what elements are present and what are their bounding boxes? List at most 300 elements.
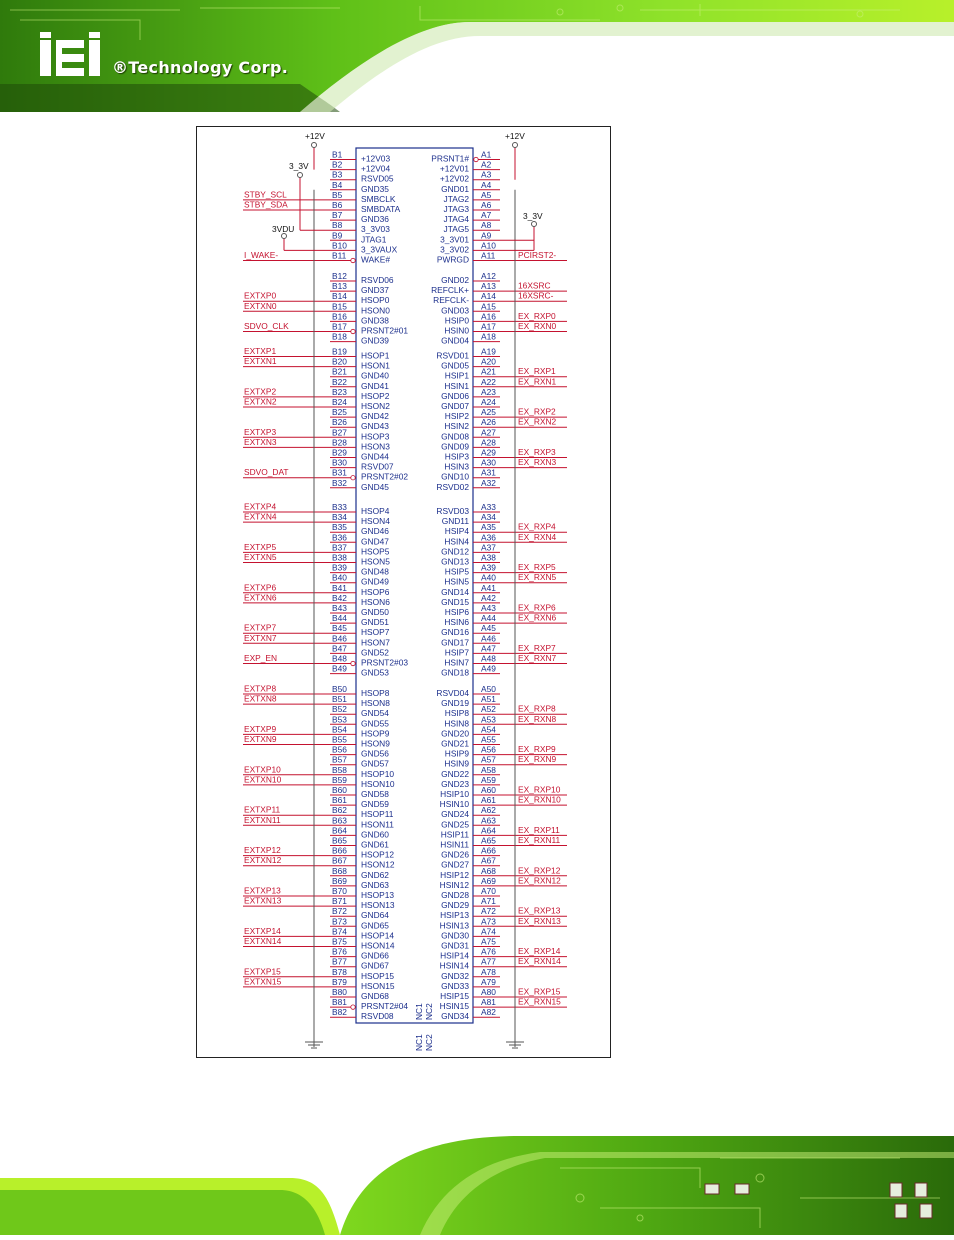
net-label-b48: EXP_EN xyxy=(244,653,278,663)
pin-name-a6: JTAG3 xyxy=(443,204,469,214)
pin-number-a63: A63 xyxy=(481,815,496,826)
pin-number-a3: A3 xyxy=(481,169,492,180)
pin-number-b50: B50 xyxy=(332,684,347,694)
pin-number-a82: A82 xyxy=(481,1007,496,1018)
pin-number-a36: A36 xyxy=(481,532,496,543)
open-pin-marker xyxy=(351,329,355,333)
net-label-a81: EX_RXN15 xyxy=(518,996,561,1007)
pin-name-a31: GND10 xyxy=(441,471,469,482)
pin-name-a13: REFCLK+ xyxy=(431,285,469,296)
pin-name-b54: HSOP9 xyxy=(361,728,390,739)
pin-number-a10: A10 xyxy=(481,240,496,251)
pin-number-b77: B77 xyxy=(332,956,347,967)
pin-name-b8: 3_3V03 xyxy=(361,224,390,235)
pin-name-b81: PRSNT2#04 xyxy=(361,1001,409,1012)
pin-name-a23: GND06 xyxy=(441,390,469,401)
net-label-a52: EX_RXP8 xyxy=(518,703,556,714)
pin-name-b73: GND65 xyxy=(361,920,389,931)
net-label-b14: EXTXP0 xyxy=(244,290,277,301)
pin-name-a69: HSIN12 xyxy=(439,879,469,890)
net-label-a68: EX_RXP12 xyxy=(518,865,561,876)
pin-name-a15: GND03 xyxy=(441,305,469,316)
pin-name-a20: GND05 xyxy=(441,360,469,371)
pin-name-a62: GND24 xyxy=(441,809,469,820)
pin-number-a54: A54 xyxy=(481,724,496,735)
pin-number-a25: A25 xyxy=(481,407,496,418)
pin-number-a7: A7 xyxy=(481,210,492,221)
pin-name-a34: GND11 xyxy=(441,516,469,527)
pin-number-b56: B56 xyxy=(332,744,347,755)
pin-name-b57: GND57 xyxy=(361,758,389,769)
pin-number-a45: A45 xyxy=(481,623,496,634)
pin-number-a47: A47 xyxy=(481,643,496,654)
pin-name-b72: GND64 xyxy=(361,910,389,921)
pin-name-a78: GND32 xyxy=(441,970,469,981)
net-label-b38: EXTXN5 xyxy=(244,552,277,562)
pin-number-b59: B59 xyxy=(332,774,347,785)
pin-number-a78: A78 xyxy=(481,966,496,977)
right-3v3-label: 3_3V xyxy=(523,211,543,221)
pin-name-b1: +12V03 xyxy=(361,153,391,164)
pin-number-b19: B19 xyxy=(332,346,347,357)
pin-number-b17: B17 xyxy=(332,321,347,332)
net-label-a21: EX_RXP1 xyxy=(518,366,556,377)
pin-name-a80: HSIP15 xyxy=(440,991,469,1001)
pin-number-a15: A15 xyxy=(481,301,496,312)
pin-name-b51: HSON8 xyxy=(361,698,390,709)
pin-name-b70: HSOP13 xyxy=(361,890,395,900)
pin-name-b28: HSON3 xyxy=(361,441,390,452)
pin-number-a79: A79 xyxy=(481,976,496,987)
pin-number-a41: A41 xyxy=(481,582,496,593)
pin-number-b2: B2 xyxy=(332,159,343,170)
pin-name-a50: RSVD04 xyxy=(436,688,469,698)
pin-name-a67: GND27 xyxy=(441,859,469,870)
pin-number-b18: B18 xyxy=(332,331,347,342)
pin-name-a66: GND26 xyxy=(441,849,469,860)
pin-number-a72: A72 xyxy=(481,906,496,917)
pin-name-b64: GND60 xyxy=(361,829,389,840)
right-12v-label: +12V xyxy=(505,131,525,141)
pin-name-a29: HSIP3 xyxy=(444,451,469,462)
pin-name-b23: HSOP2 xyxy=(361,390,390,401)
pin-name-a30: HSIN3 xyxy=(444,461,469,472)
pin-name-b30: RSVD07 xyxy=(361,461,394,472)
pin-number-a19: A19 xyxy=(481,346,496,357)
net-label-b67: EXTXN12 xyxy=(244,855,282,866)
pin-name-a51: GND19 xyxy=(441,698,469,709)
pin-number-a23: A23 xyxy=(481,386,496,397)
net-label-a65: EX_RXN11 xyxy=(518,835,561,845)
pin-name-a63: GND25 xyxy=(441,819,469,830)
pin-number-a61: A61 xyxy=(481,795,496,806)
net-label-a26: EX_RXN2 xyxy=(518,416,557,427)
pin-name-b60: GND58 xyxy=(361,789,389,799)
pin-number-a80: A80 xyxy=(481,987,496,997)
pin-number-b41: B41 xyxy=(332,582,347,593)
pin-number-b79: B79 xyxy=(332,976,347,987)
pin-number-b42: B42 xyxy=(332,592,347,603)
pin-name-a52: HSIP8 xyxy=(444,708,469,719)
pin-number-a14: A14 xyxy=(481,291,496,302)
pin-number-b9: B9 xyxy=(332,230,343,241)
pin-name-a64: HSIP11 xyxy=(440,829,469,840)
pin-number-a20: A20 xyxy=(481,356,496,367)
pin-number-b68: B68 xyxy=(332,865,347,876)
pin-name-b38: HSON5 xyxy=(361,556,390,567)
pin-number-a34: A34 xyxy=(481,512,496,523)
pin-number-b28: B28 xyxy=(332,437,347,448)
pin-number-a75: A75 xyxy=(481,936,496,947)
pin-name-a49: GND18 xyxy=(441,667,469,678)
pin-name-b58: HSOP10 xyxy=(361,768,395,779)
pin-number-a37: A37 xyxy=(481,542,496,553)
pin-number-b1: B1 xyxy=(332,149,343,160)
circuit-board-footer xyxy=(0,1128,954,1235)
pin-name-b4: GND35 xyxy=(361,183,389,194)
pin-name-b34: HSON4 xyxy=(361,516,390,527)
open-pin-marker xyxy=(474,157,478,161)
pin-name-b18: GND39 xyxy=(361,335,389,346)
net-label-b66: EXTXP12 xyxy=(244,845,281,856)
net-label-a77: EX_RXN14 xyxy=(518,956,561,967)
net-label-b31: SDVO_DAT xyxy=(244,467,289,478)
pin-number-a1: A1 xyxy=(481,149,492,160)
net-label-a69: EX_RXN12 xyxy=(518,875,561,886)
pin-name-b42: HSON6 xyxy=(361,596,390,607)
pin-name-a1: PRSNT1# xyxy=(431,153,469,164)
pin-number-b32: B32 xyxy=(332,477,347,488)
net-label-a60: EX_RXP10 xyxy=(518,784,561,795)
pin-name-a35: HSIP4 xyxy=(444,526,469,537)
pin-number-a11: A11 xyxy=(481,250,496,261)
net-label-b34: EXTXN4 xyxy=(244,511,277,522)
pin-name-a32: RSVD02 xyxy=(436,481,469,492)
pin-number-a81: A81 xyxy=(481,997,496,1008)
pin-name-b80: GND68 xyxy=(361,991,389,1001)
pin-number-a50: A50 xyxy=(481,684,496,694)
net-label-b33: EXTXP4 xyxy=(244,501,277,512)
pin-number-a39: A39 xyxy=(481,562,496,573)
nc2-label: NC2 xyxy=(424,1034,434,1051)
net-label-b24: EXTXN2 xyxy=(244,396,277,407)
pin-number-b73: B73 xyxy=(332,916,347,927)
pin-number-b51: B51 xyxy=(332,694,347,705)
pin-number-a77: A77 xyxy=(481,956,496,967)
net-label-b58: EXTXP10 xyxy=(244,764,281,775)
pin-name-a39: HSIP5 xyxy=(444,566,469,577)
pin-number-a55: A55 xyxy=(481,734,496,745)
circuit-board-banner xyxy=(0,0,954,112)
pin-number-b57: B57 xyxy=(332,754,347,765)
net-label-a35: EX_RXP4 xyxy=(518,521,556,532)
pin-name-b69: GND63 xyxy=(361,879,389,890)
pin-name-a73: HSIN13 xyxy=(439,920,469,931)
pin-number-b71: B71 xyxy=(332,896,347,907)
net-label-b17: SDVO_CLK xyxy=(244,321,289,331)
net-label-a13: 16XSRC xyxy=(518,280,551,291)
nc1-inner-label: NC1 xyxy=(414,1003,424,1020)
net-label-a53: EX_RXN8 xyxy=(518,713,557,724)
pin-number-b29: B29 xyxy=(332,447,347,458)
pin-name-a25: HSIP2 xyxy=(444,411,469,422)
pin-name-a56: HSIP9 xyxy=(444,748,469,759)
pin-name-a4: GND01 xyxy=(441,183,469,194)
pin-number-b16: B16 xyxy=(332,311,347,322)
pin-name-a10: 3_3V02 xyxy=(440,244,469,255)
pin-number-a48: A48 xyxy=(481,653,496,664)
pin-name-b5: SMBCLK xyxy=(361,193,396,204)
pin-name-b44: GND51 xyxy=(361,617,389,628)
pin-number-b4: B4 xyxy=(332,179,343,190)
net-label-b42: EXTXN6 xyxy=(244,592,277,603)
pin-name-a7: JTAG4 xyxy=(443,214,469,225)
net-label-b5: STBY_SCL xyxy=(244,189,287,200)
pin-name-b45: HSOP7 xyxy=(361,627,390,638)
pin-number-a68: A68 xyxy=(481,865,496,876)
pin-name-a18: GND04 xyxy=(441,335,469,346)
net-label-a40: EX_RXN5 xyxy=(518,572,557,583)
pin-number-a64: A64 xyxy=(481,825,496,836)
pin-name-b35: GND46 xyxy=(361,526,389,537)
pin-number-a76: A76 xyxy=(481,946,496,957)
pin-number-b14: B14 xyxy=(332,291,347,302)
net-label-b19: EXTXP1 xyxy=(244,346,277,356)
pin-number-b39: B39 xyxy=(332,562,347,573)
pin-number-b22: B22 xyxy=(332,376,347,387)
pin-name-b66: HSOP12 xyxy=(361,849,395,860)
net-label-b11: I_WAKE- xyxy=(244,250,279,260)
pin-number-a74: A74 xyxy=(481,926,496,937)
net-label-b37: EXTXP5 xyxy=(244,541,277,552)
net-label-b54: EXTXP9 xyxy=(244,723,277,734)
pin-name-a43: HSIP6 xyxy=(444,607,469,617)
pin-number-b53: B53 xyxy=(332,714,347,725)
pin-number-b64: B64 xyxy=(332,825,347,836)
pin-name-a53: HSIN8 xyxy=(444,718,469,729)
pin-name-a79: GND33 xyxy=(441,980,469,991)
pin-number-b12: B12 xyxy=(332,271,347,281)
pin-name-a74: GND30 xyxy=(441,930,469,941)
net-label-b75: EXTXN14 xyxy=(244,936,282,946)
pin-name-b31: PRSNT2#02 xyxy=(361,471,409,482)
pin-name-a82: GND34 xyxy=(441,1011,469,1022)
pin-number-b63: B63 xyxy=(332,815,347,826)
pin-number-b7: B7 xyxy=(332,210,343,221)
pin-name-b9: JTAG1 xyxy=(361,234,387,245)
pin-number-a53: A53 xyxy=(481,714,496,725)
net-label-b63: EXTXN11 xyxy=(244,814,281,825)
pin-number-b46: B46 xyxy=(332,633,347,644)
pin-name-a47: HSIP7 xyxy=(444,647,469,658)
pin-number-a66: A66 xyxy=(481,845,496,856)
pin-number-b20: B20 xyxy=(332,356,347,367)
right-3v3-terminal xyxy=(532,222,537,227)
pin-name-a76: HSIP14 xyxy=(440,950,469,961)
pin-name-b48: PRSNT2#03 xyxy=(361,657,409,668)
pin-name-a42: GND15 xyxy=(441,596,469,607)
pin-name-b11: WAKE# xyxy=(361,254,391,265)
pin-name-a5: JTAG2 xyxy=(443,193,469,204)
pin-number-b52: B52 xyxy=(332,704,347,715)
pin-name-b13: GND37 xyxy=(361,285,389,296)
pin-name-a3: +12V02 xyxy=(439,173,469,184)
pin-name-a21: HSIP1 xyxy=(444,370,469,381)
pin-number-b74: B74 xyxy=(332,926,347,937)
pin-number-a60: A60 xyxy=(481,785,496,795)
pin-number-a52: A52 xyxy=(481,704,496,715)
pin-number-b60: B60 xyxy=(332,785,347,795)
pin-number-a59: A59 xyxy=(481,774,496,785)
pin-number-a29: A29 xyxy=(481,447,496,458)
pin-name-b10: 3_3VAUX xyxy=(361,244,398,255)
pin-number-b6: B6 xyxy=(332,200,343,210)
figure-frame xyxy=(196,126,611,1058)
pin-name-b65: GND61 xyxy=(361,839,389,850)
net-label-b41: EXTXP6 xyxy=(244,582,277,593)
pin-name-a54: GND20 xyxy=(441,728,469,739)
net-label-b70: EXTXP13 xyxy=(244,885,281,896)
net-label-a39: EX_RXP5 xyxy=(518,562,556,573)
pin-name-b52: GND54 xyxy=(361,708,389,719)
net-label-b50: EXTXP8 xyxy=(244,683,277,694)
pin-number-a22: A22 xyxy=(481,376,496,387)
right-12v-terminal xyxy=(513,143,518,148)
pin-number-a73: A73 xyxy=(481,916,496,927)
pin-name-b59: HSON10 xyxy=(361,778,395,789)
pin-number-a58: A58 xyxy=(481,764,496,775)
pin-name-b50: HSOP8 xyxy=(361,688,390,698)
nc1-label: NC1 xyxy=(414,1034,424,1051)
pin-number-b25: B25 xyxy=(332,407,347,418)
left-12v-terminal xyxy=(312,143,317,148)
pin-number-a16: A16 xyxy=(481,311,496,322)
nc2-inner-label: NC2 xyxy=(424,1003,434,1020)
pin-name-b26: GND43 xyxy=(361,421,389,432)
pin-number-a6: A6 xyxy=(481,200,492,210)
pin-name-a17: HSIN0 xyxy=(444,325,469,336)
pin-name-b32: GND45 xyxy=(361,481,389,492)
pin-name-b55: HSON9 xyxy=(361,738,390,749)
pin-number-b48: B48 xyxy=(332,653,347,664)
pin-name-a24: GND07 xyxy=(441,401,469,411)
pin-number-a4: A4 xyxy=(481,179,492,190)
open-pin-marker xyxy=(351,661,355,665)
net-label-a16: EX_RXP0 xyxy=(518,310,556,321)
pin-number-b80: B80 xyxy=(332,987,347,997)
pin-number-b35: B35 xyxy=(332,522,347,533)
pin-name-b33: HSOP4 xyxy=(361,506,390,516)
pin-name-a59: GND23 xyxy=(441,778,469,789)
pin-number-a31: A31 xyxy=(481,467,496,478)
net-label-b74: EXTXP14 xyxy=(244,925,281,936)
pin-number-a62: A62 xyxy=(481,805,496,816)
pin-name-a75: GND31 xyxy=(441,940,469,951)
net-label-a17: EX_RXN0 xyxy=(518,321,557,331)
net-label-a11: PCIRST2- xyxy=(518,250,557,260)
pin-number-a57: A57 xyxy=(481,754,496,765)
pin-number-b54: B54 xyxy=(332,724,347,735)
pin-name-b22: GND41 xyxy=(361,380,389,391)
pin-number-a27: A27 xyxy=(481,427,496,438)
pin-number-b24: B24 xyxy=(332,397,347,407)
pin-name-b15: HSON0 xyxy=(361,305,390,316)
pin-number-a17: A17 xyxy=(481,321,496,332)
pin-name-b37: HSOP5 xyxy=(361,546,390,557)
pin-name-a81: HSIN15 xyxy=(439,1001,469,1012)
pin-number-a67: A67 xyxy=(481,855,496,866)
pin-number-b31: B31 xyxy=(332,467,347,478)
pin-name-b6: SMBDATA xyxy=(361,204,401,214)
pin-number-b13: B13 xyxy=(332,281,347,292)
pin-name-b17: PRSNT2#01 xyxy=(361,325,409,336)
net-label-a73: EX_RXN13 xyxy=(518,915,561,926)
pin-name-b19: HSOP1 xyxy=(361,350,390,361)
pin-number-a18: A18 xyxy=(481,331,496,342)
pin-name-b25: GND42 xyxy=(361,411,389,422)
pin-name-a12: GND02 xyxy=(441,275,469,285)
pin-name-b68: GND62 xyxy=(361,869,389,880)
pin-name-b24: HSON2 xyxy=(361,401,390,411)
pin-number-a40: A40 xyxy=(481,572,496,583)
pin-name-a65: HSIN11 xyxy=(440,839,469,850)
pin-name-a45: GND16 xyxy=(441,627,469,638)
pin-number-b3: B3 xyxy=(332,169,343,180)
pin-name-b36: GND47 xyxy=(361,536,389,547)
page-header xyxy=(0,0,954,112)
net-label-b71: EXTXN13 xyxy=(244,895,282,906)
pin-name-a9: 3_3V01 xyxy=(440,234,469,245)
pin-name-b78: HSOP15 xyxy=(361,970,395,981)
net-label-b46: EXTXN7 xyxy=(244,632,277,643)
net-label-b28: EXTXN3 xyxy=(244,436,277,447)
pin-name-a41: GND14 xyxy=(441,586,469,597)
pin-name-a55: GND21 xyxy=(441,738,469,749)
pin-number-b45: B45 xyxy=(332,623,347,634)
pin-number-b67: B67 xyxy=(332,855,347,866)
pin-name-b67: HSON12 xyxy=(361,859,395,870)
pin-name-b7: GND36 xyxy=(361,214,389,225)
pin-name-a36: HSIN4 xyxy=(444,536,469,547)
pin-number-b38: B38 xyxy=(332,552,347,563)
net-label-a48: EX_RXN7 xyxy=(518,653,557,663)
pin-name-b56: GND56 xyxy=(361,748,389,759)
net-label-a29: EX_RXP3 xyxy=(518,447,556,457)
pin-number-b66: B66 xyxy=(332,845,347,856)
net-label-b27: EXTXP3 xyxy=(244,426,277,437)
net-label-b6: STBY_SDA xyxy=(244,199,288,210)
pin-number-b34: B34 xyxy=(332,512,347,523)
pin-name-a46: GND17 xyxy=(441,637,469,648)
net-label-b78: EXTXP15 xyxy=(244,966,281,977)
pin-name-b49: GND53 xyxy=(361,667,389,678)
pin-number-a51: A51 xyxy=(481,694,496,705)
pin-name-b41: HSOP6 xyxy=(361,586,390,597)
pin-name-b2: +12V04 xyxy=(361,163,391,174)
page-footer xyxy=(0,1128,954,1235)
pin-name-a72: HSIP13 xyxy=(440,910,469,921)
pin-number-a46: A46 xyxy=(481,633,496,644)
pin-number-b78: B78 xyxy=(332,966,347,977)
pin-name-a16: HSIP0 xyxy=(444,315,469,326)
pin-name-a27: GND08 xyxy=(441,431,469,442)
pin-name-b12: RSVD06 xyxy=(361,275,394,285)
pin-name-a11: PWRGD xyxy=(436,254,469,265)
net-label-a36: EX_RXN4 xyxy=(518,531,557,542)
pin-number-a38: A38 xyxy=(481,552,496,563)
pin-name-b27: HSOP3 xyxy=(361,431,390,442)
pin-number-a33: A33 xyxy=(481,502,496,512)
